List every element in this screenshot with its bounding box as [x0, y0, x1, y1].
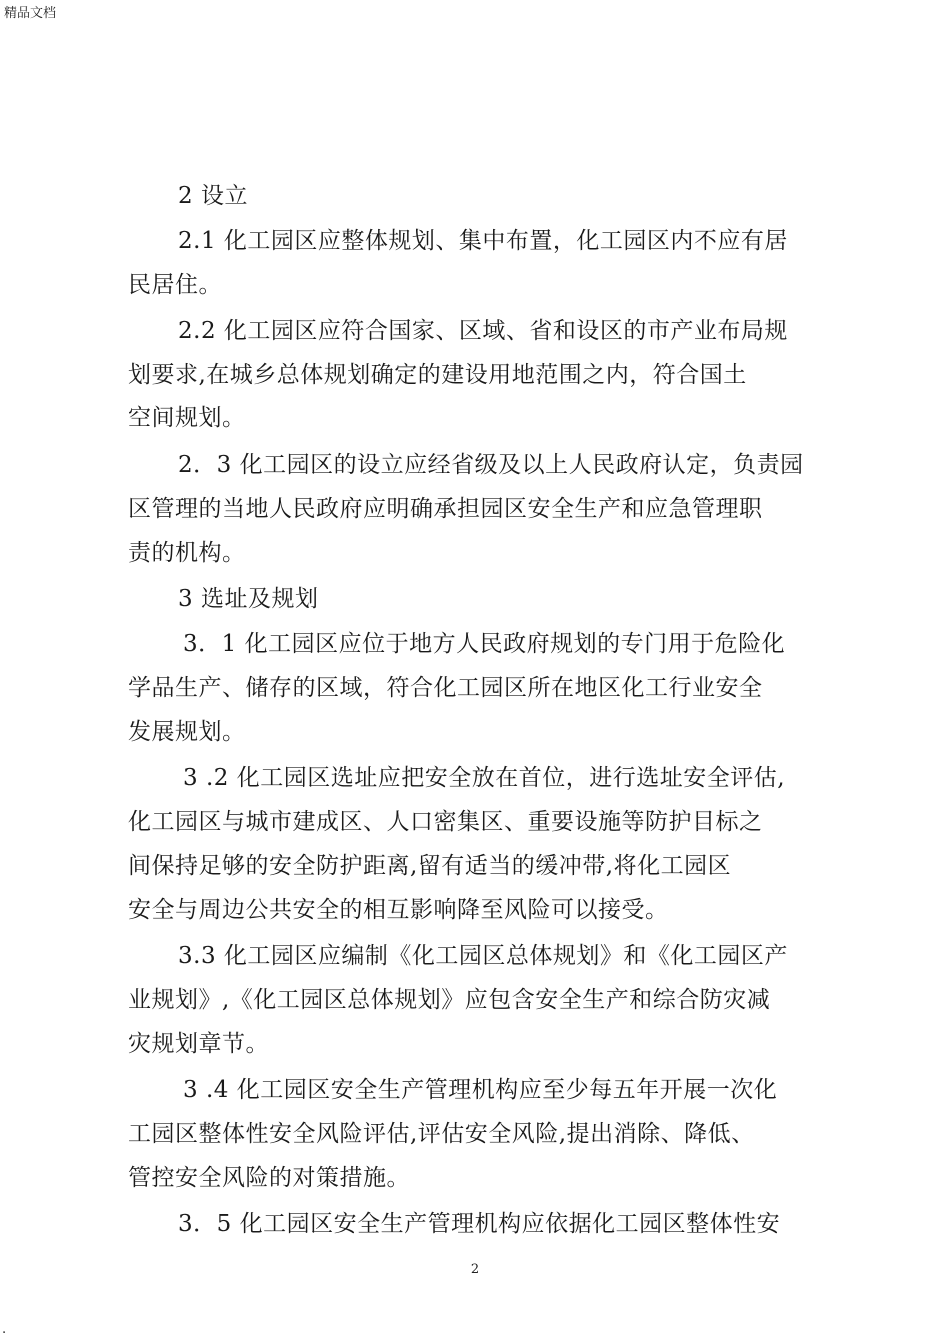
- paragraph-line: 工园区整体性安全风险评估,评估安全风险,提出消除、降低、: [128, 1121, 755, 1147]
- page-number: 2: [470, 1262, 480, 1277]
- section-heading-2: 2 设立: [178, 183, 248, 209]
- paragraph-line: 责的机构。: [128, 540, 246, 566]
- paragraph-line: 3 .2 化工园区选址应把安全放在首位，进行选址安全评估,: [183, 765, 786, 791]
- paragraph-line: 灾规划章节。: [128, 1031, 269, 1057]
- paragraph-line: 2．3 化工园区的设立应经省级及以上人民政府认定，负责园: [178, 452, 804, 478]
- paragraph-line: 空间规划。: [128, 405, 246, 431]
- paragraph-line: 学品生产、储存的区域，符合化工园区所在地区化工行业安全: [128, 675, 763, 701]
- paragraph-line: 划要求,在城乡总体规划确定的建设用地范围之内，符合国土: [128, 362, 747, 388]
- paragraph-line: 业规划》,《化工园区总体规划》应包含安全生产和综合防灾减: [128, 987, 771, 1013]
- paragraph-line: 化工园区与城市建成区、人口密集区、重要设施等防护目标之: [128, 809, 763, 835]
- paragraph-line: 安全与周边公共安全的相互影响降至风险可以接受。: [128, 897, 669, 923]
- paragraph-line: 2.1 化工园区应整体规划、集中布置，化工园区内不应有居: [178, 228, 788, 254]
- paragraph-line: 2.2 化工园区应符合国家、区域、省和设区的市产业布局规: [178, 318, 788, 344]
- paragraph-line: 民居住。: [128, 272, 222, 298]
- section-heading-3: 3 选址及规划: [178, 586, 319, 612]
- paragraph-line: 区管理的当地人民政府应明确承担园区安全生产和应急管理职: [128, 496, 763, 522]
- paragraph-line: 3 .4 化工园区安全生产管理机构应至少每五年开展一次化: [183, 1077, 778, 1103]
- paragraph-line: 间保持足够的安全防护距离,留有适当的缓冲带,将化工园区: [128, 853, 732, 879]
- paragraph-line: 3.3 化工园区应编制《化工园区总体规划》和《化工园区产: [178, 943, 788, 969]
- paragraph-line: 管控安全风险的对策措施。: [128, 1165, 410, 1191]
- paragraph-line: 3．1 化工园区应位于地方人民政府规划的专门用于危险化: [183, 631, 786, 657]
- edge-mark: .: [2, 1322, 7, 1337]
- paragraph-line: 发展规划。: [128, 719, 246, 745]
- document-header-label: 精品文档: [4, 6, 57, 21]
- paragraph-line: 3．5 化工园区安全生产管理机构应依据化工园区整体性安: [178, 1211, 781, 1237]
